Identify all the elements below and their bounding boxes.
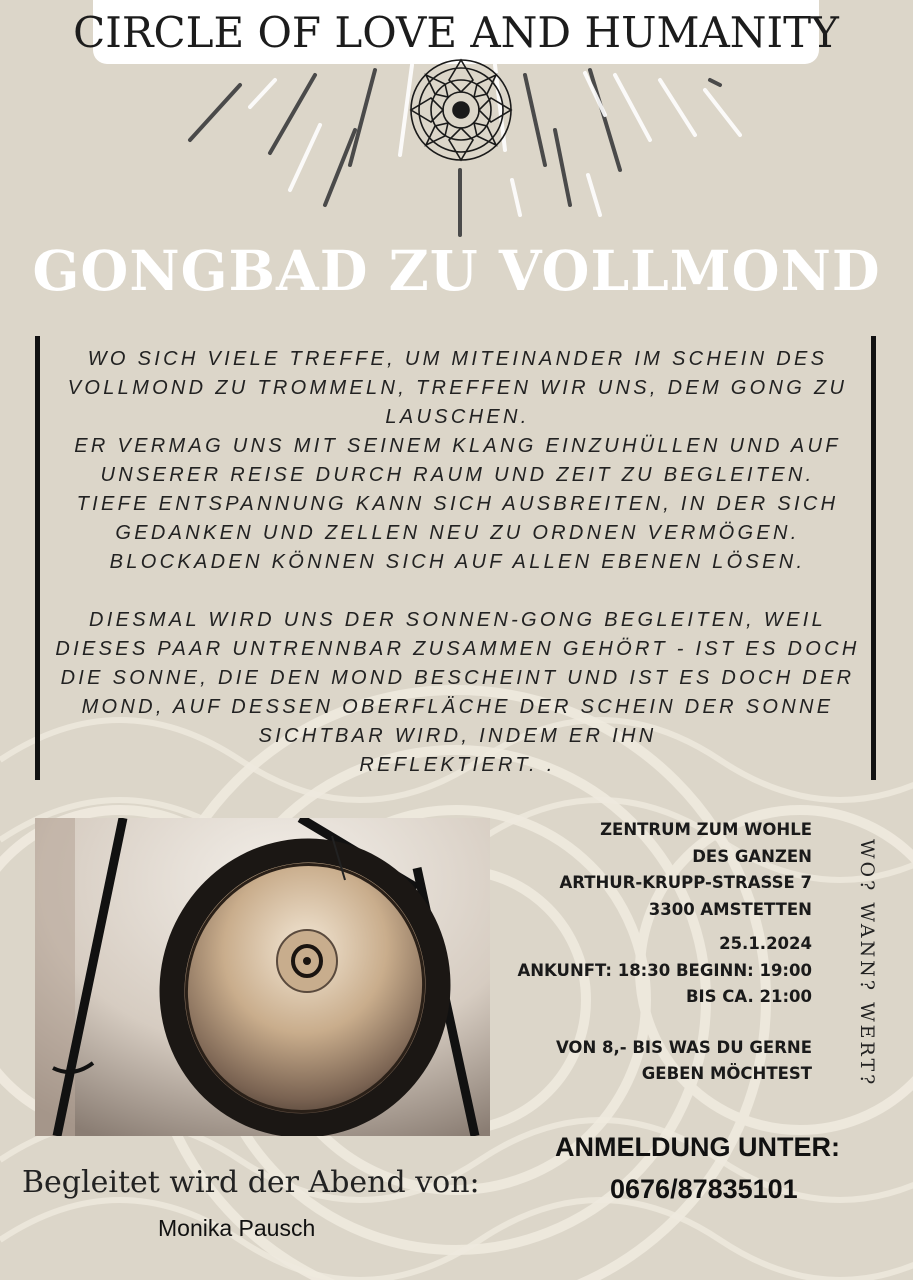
venue-line: ZENTRUM ZUM WOHLE <box>600 820 812 839</box>
venue-line: DES GANZEN <box>692 846 812 866</box>
price-line: GEBEN MÖCHTEST <box>641 1064 812 1083</box>
description-line: DIESES PAAR UNTRENNBAR ZUSAMMEN GEHÖRT - IST ES DOCH <box>55 638 860 660</box>
description-line: LAUSCHEN. <box>385 406 530 428</box>
right-divider-bar <box>871 336 876 780</box>
registration-phone[interactable]: 0676/87835101 <box>610 1174 798 1204</box>
header-title: CIRCLE OF LOVE AND HUMANITY <box>73 7 839 57</box>
time-line: BIS CA. 21:00 <box>685 987 812 1006</box>
venue-line: ARTHUR-KRUPP-STRASSE 7 <box>559 873 812 892</box>
description-line: TIEFE ENTSPANNUNG KANN SICH AUSBREITEN, IN DER SICH <box>76 493 839 515</box>
description-line: DIESMAL WIRD UNS DER SONNEN-GONG BEGLEITEN, WEIL <box>88 609 826 631</box>
description-line: BLOCKADEN KÖNNEN SICH AUF ALLEN EBENEN LÖSEN. <box>109 551 806 573</box>
side-label: WO? WANN? WERT? <box>856 838 878 1088</box>
venue-line: 3300 AMSTETTEN <box>648 899 812 919</box>
description-line: WO SICH VIELE TREFFE, UM MITEINANDER IM SCHEIN DES <box>87 348 828 370</box>
registration-label: ANMELDUNG UNTER: <box>555 1132 840 1162</box>
description-line: REFLEKTIERT. . <box>359 754 556 776</box>
host-name: Monika Pausch <box>158 1215 316 1241</box>
description-line: ER VERMAG UNS MIT SEINEM KLANG EINZUHÜLLEN UND AUF <box>74 435 841 457</box>
description-line: VOLLMOND ZU TROMMELN, TREFFEN WIR UNS, DEM GONG ZU <box>67 377 848 399</box>
gong-photo <box>35 818 490 1136</box>
description-line: DIE SONNE, DIE DEN MOND BESCHEINT UND IST ES DOCH DER <box>60 667 855 689</box>
description-text <box>50 345 865 780</box>
left-divider-bar <box>35 336 40 780</box>
description-line: UNSERER REISE DURCH RAUM UND ZEIT ZU BEGLEITEN. <box>100 464 815 486</box>
event-details <box>500 817 812 1088</box>
price-line: VON 8,- BIS WAS DU GERNE <box>555 1037 812 1057</box>
time-line: ANKUNFT: 18:30 BEGINN: 19:00 <box>517 960 812 980</box>
date-line: 25.1.2024 <box>719 934 812 953</box>
description-line: MOND, AUF DESSEN OBERFLÄCHE DER SCHEIN DER SONNE <box>81 696 834 718</box>
host-label: Begleitet wird der Abend von: <box>22 1165 480 1200</box>
description-line: SICHTBAR WIRD, INDEM ER IHN <box>258 725 657 747</box>
mandala-icon <box>150 55 770 245</box>
description-line: GEDANKEN UND ZELLEN NEU ZU ORDNEN VERMÖGEN. <box>115 522 800 544</box>
event-headline: GONGBAD ZU VOLLMOND <box>32 238 881 303</box>
